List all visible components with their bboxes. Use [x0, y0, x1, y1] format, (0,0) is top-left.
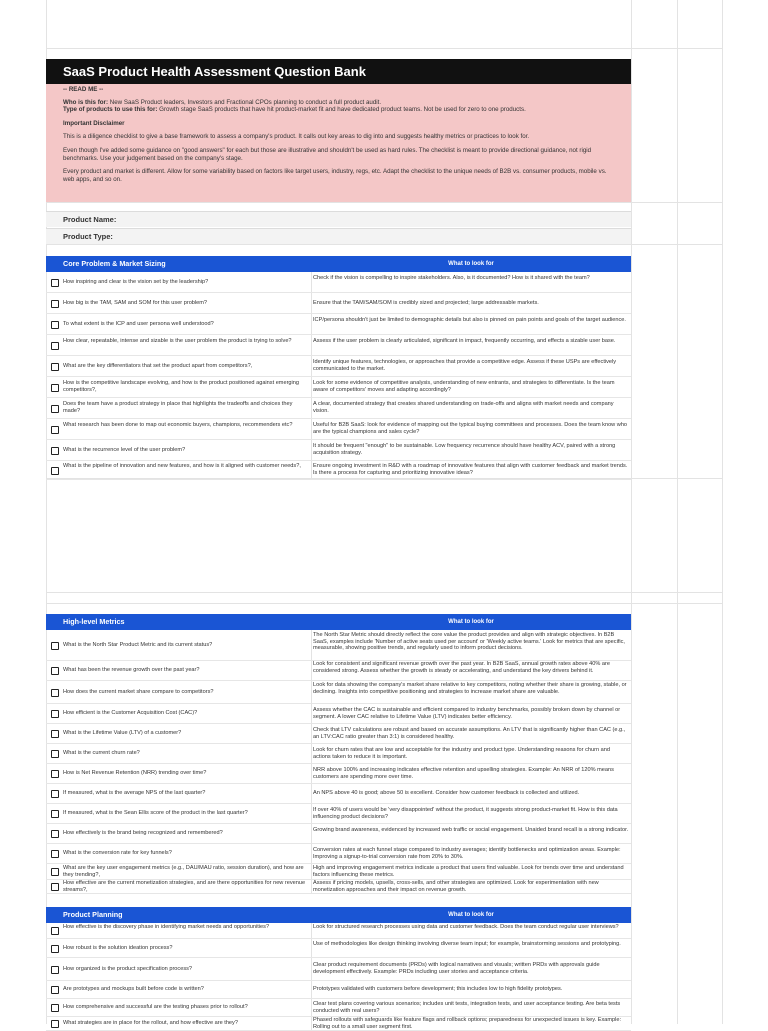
question-text: If measured, what is the Sean Ellis score of the product in the last quarter?: [63, 810, 248, 816]
grid-row-line: [46, 202, 722, 203]
grid-row-line: [46, 592, 722, 593]
question-text: What has been the revenue growth over the past year?: [63, 667, 200, 673]
checkbox[interactable]: [51, 810, 59, 818]
readme-disclaimer-label: Important Disclaimer: [63, 119, 125, 127]
readme-who-text: New SaaS Product leaders, Investors and Fractional CPOs planning to conduct a full product audit.: [108, 98, 382, 106]
question-text: How does the current market share compare to competitors?: [63, 689, 214, 695]
question-row: [46, 419, 631, 440]
grid-row-line: [46, 244, 722, 245]
checkbox[interactable]: [51, 986, 59, 994]
what-to-look-for-header: What to look for: [448, 912, 494, 918]
column-divider: [311, 958, 312, 980]
column-divider: [311, 419, 312, 439]
what-to-look-for-text: Check if the vision is compelling to inspire stakeholders. Also, is it documented? How is it shared with the team?: [313, 275, 590, 281]
what-to-look-for-text: Ensure that the TAM/SAM/SOM is credibly sized and projected; large addressable markets.: [313, 300, 539, 306]
grid-column-line: [722, 0, 723, 1024]
checkbox[interactable]: [51, 363, 59, 371]
what-to-look-for-text: Growing brand awareness, evidenced by increased web traffic or social engagement. Unaided brand recall is a strong indicator.: [313, 827, 629, 833]
checkbox[interactable]: [51, 321, 59, 329]
question-text: How organized is the product specification process?: [63, 966, 193, 972]
column-divider: [311, 461, 312, 479]
checkbox[interactable]: [51, 868, 59, 876]
question-text: How effectively is the brand being recognized and remembered?: [63, 830, 223, 836]
what-to-look-for-text: Identify unique features, technologies, or approaches that provide a competitive edge. Assess if these USPs are effectively communicated to the market.: [313, 359, 617, 372]
checkbox[interactable]: [51, 689, 59, 697]
what-to-look-for-text: Look for churn rates that are low and acceptable for the industry and product type. Understanding reasons for churn and actions taken to reduce it is important.: [313, 747, 610, 760]
what-to-look-for-text: Phased rollouts with safeguards like feature flags and rollback options; preparedness for unexpected issues is key. Example: Rolling out to a small user segment first.: [313, 1017, 622, 1030]
question-text: How robust is the solution ideation process?: [63, 945, 173, 951]
column-divider: [311, 784, 312, 803]
column-divider: [311, 824, 312, 843]
question-row: [46, 398, 631, 419]
section-header: [46, 907, 631, 923]
column-divider: [311, 704, 312, 723]
question-row: [46, 844, 631, 864]
question-text: How clear, repeatable, intense and sizable is the user problem the product is trying to solve?: [63, 338, 292, 344]
question-row: [46, 784, 631, 804]
question-row: [46, 335, 631, 356]
checkbox[interactable]: [51, 279, 59, 287]
question-row: [46, 314, 631, 335]
what-to-look-for-text: Look for data showing the company's market share relative to key competitors, noting whether their share is growing, stable, or declining. Insights into competitive positioning and strategies to increase market share are valuable.: [313, 682, 627, 695]
checkbox[interactable]: [51, 1004, 59, 1012]
what-to-look-for-text: It should be frequent "enough" to be sustainable. Low frequency recurrence should have healthy ACV, paired with a strong acquisition strategy.: [313, 443, 616, 456]
question-text: What is the conversion rate for key funnels?: [63, 850, 172, 856]
column-divider: [311, 844, 312, 863]
what-to-look-for-text: High and improving engagement metrics indicate a product that users find valuable. Look for trends over time and understand factors influencing these metrics.: [313, 865, 624, 878]
question-row: [46, 377, 631, 398]
question-row: [46, 1017, 631, 1031]
question-row: [46, 461, 631, 480]
section-header: [46, 614, 631, 630]
question-row: [46, 824, 631, 844]
column-divider: [311, 335, 312, 355]
what-to-look-for-text: Useful for B2B SaaS: look for evidence of mapping out the typical buying committees and processes. Does the team know who are the typical champions and sales cycle?: [313, 422, 628, 435]
section-header: [46, 256, 631, 272]
what-to-look-for-text: A clear, documented strategy that creates shared understanding on trade-offs and aligns with market needs and company vision.: [313, 401, 614, 414]
question-text: What is the pipeline of innovation and new features, and how is it aligned with customer needs?,: [63, 463, 301, 469]
column-divider: [311, 440, 312, 460]
question-row: [46, 293, 631, 314]
column-divider: [311, 398, 312, 418]
question-text: If measured, what is the average NPS of the last quarter?: [63, 790, 206, 796]
column-divider: [311, 630, 312, 660]
column-divider: [311, 356, 312, 376]
product-name-row[interactable]: [46, 211, 631, 227]
question-text: How effective are the current monetization strategies, and are there opportunities for new revenue streams?,: [63, 880, 306, 893]
question-text: How inspiring and clear is the vision set by the leadership?: [63, 279, 209, 285]
product-type-label: Product Type:: [63, 232, 113, 241]
product-name-label: Product Name:: [63, 215, 117, 224]
what-to-look-for-text: Prototypes validated with customers before development; this includes low to high fidelity prototypes.: [313, 986, 563, 992]
question-text: Does the team have a product strategy in place that highlights the tradeoffs and choices they made?: [63, 401, 293, 414]
column-divider: [311, 923, 312, 938]
what-to-look-for-text: Assess whether the CAC is sustainable and efficient compared to industry benchmarks, possibly broken down by channel or segment. A lower CAC relative to Lifetime Value (LTV) indicates better efficiency.: [313, 707, 621, 720]
question-text: How is the competitive landscape evolving, and how is the product positioned against emerging competitors?,: [63, 380, 300, 393]
question-text: What strategies are in place for the rollout, and how effective are they?: [63, 1020, 238, 1026]
checkbox[interactable]: [51, 730, 59, 738]
checkbox[interactable]: [51, 750, 59, 758]
checkbox[interactable]: [51, 642, 59, 650]
question-text: What are the key differentiators that set the product apart from competitors?,: [63, 363, 253, 369]
readme-audience: [63, 99, 614, 114]
what-to-look-for-text: Look for structured research processes using data and customer feedback. Does the team conduct regular user interviews?: [313, 924, 619, 930]
section-title: Core Problem & Market Sizing: [63, 259, 166, 268]
what-to-look-for-text: An NPS above 40 is good; above 50 is excellent. Consider how customer feedback is collected and utilized.: [313, 790, 580, 796]
checkbox[interactable]: [51, 426, 59, 434]
what-to-look-for-text: The North Star Metric should directly reflect the core value the product provides and align with strategic objectives. In B2B SaaS, examples include 'Number of active seats used per account' or 'Weekly active teams.' Look for metrics that are specific, measurable, showing positive trends, and regularly used to inform product decisions.: [313, 632, 625, 652]
checkbox[interactable]: [51, 405, 59, 413]
what-to-look-for-text: NRR above 100% and increasing indicates effective retention and upselling strategies. Example: An NRR of 120% means customers are spending more over time.: [313, 767, 614, 780]
column-divider: [311, 981, 312, 998]
grid-column-line: [677, 0, 678, 1024]
question-text: How efficient is the Customer Acquisition Cost (CAC)?: [63, 710, 198, 716]
checkbox[interactable]: [51, 1020, 59, 1028]
readme-paragraph: This is a diligence checklist to give a base framework to assess a company's product. It calls out key areas to dig into and suggests healthy metrics or practices to look for.: [63, 133, 530, 141]
question-text: To what extent is the ICP and user persona well understood?: [63, 321, 214, 327]
checkbox[interactable]: [51, 927, 59, 935]
column-divider: [311, 681, 312, 703]
checkbox[interactable]: [51, 710, 59, 718]
checkbox[interactable]: [51, 850, 59, 858]
what-to-look-for-header: What to look for: [448, 261, 494, 267]
question-row: [46, 272, 631, 293]
question-row: [46, 704, 631, 724]
column-divider: [311, 661, 312, 680]
question-text: How is Net Revenue Retention (NRR) trending over time?: [63, 770, 207, 776]
question-row: [46, 981, 631, 999]
section-title: Product Planning: [63, 910, 123, 919]
readme-who-label: Who is this for:: [63, 98, 109, 106]
what-to-look-for-text: Assess if pricing models, upsells, cross-sells, and other strategies are optimized. Look for experimentation with new monetization approaches and their impact on revenue growth.: [313, 880, 599, 893]
grid-row-line: [46, 48, 722, 49]
question-row: [46, 864, 631, 880]
column-divider: [311, 314, 312, 334]
section-title: High-level Metrics: [63, 617, 125, 626]
column-divider: [311, 293, 312, 313]
column-divider: [311, 999, 312, 1016]
what-to-look-for-text: Use of methodologies like design thinking involving diverse team input; for example, brainstorming sessions and prototyping.: [313, 941, 621, 947]
question-row: [46, 681, 631, 704]
question-row: [46, 958, 631, 981]
question-row: [46, 661, 631, 681]
checkbox[interactable]: [51, 447, 59, 455]
checkbox[interactable]: [51, 883, 59, 891]
checkbox[interactable]: [51, 790, 59, 798]
column-divider: [311, 764, 312, 783]
question-text: How big is the TAM, SAM and SOM for this user problem?: [63, 300, 208, 306]
what-to-look-for-text: Conversion rates at each funnel stage compared to industry averages; identify bottlenecks and optimization areas. Example: Improving a signup-to-trial conversion rate from 20% to 30%.: [313, 847, 621, 860]
column-divider: [311, 880, 312, 893]
question-text: Are prototypes and mockups built before code is written?: [63, 986, 204, 992]
checkbox[interactable]: [51, 300, 59, 308]
question-text: What is the North Star Product Metric and its current status?: [63, 642, 213, 648]
checkbox[interactable]: [51, 384, 59, 392]
column-divider: [311, 939, 312, 957]
question-row: [46, 880, 631, 894]
question-row: [46, 804, 631, 824]
what-to-look-for-text: Look for some evidence of competitive analysis, understanding of new entrants, and strategies to differentiate. Is the team aware of competitors' moves and adapting accordingly?: [313, 380, 615, 393]
question-row: [46, 356, 631, 377]
checkbox[interactable]: [51, 945, 59, 953]
column-divider: [311, 272, 312, 292]
question-row: [46, 744, 631, 764]
question-row: [46, 724, 631, 744]
what-to-look-for-text: If over 40% of users would be 'very disappointed' without the product, it suggests strong product-market fit. How is this data influencing product decisions?: [313, 807, 618, 820]
what-to-look-for-text: Clear test plans covering various scenarios; includes unit tests, integration tests, and user acceptance testing. Are beta tests conducted with real users?: [313, 1001, 621, 1014]
grid-row-line: [46, 603, 722, 604]
readme-type-text: Growth stage SaaS products that have hit product-market fit and have dedicated product teams. Not be used for zero to one products.: [157, 106, 526, 114]
column-divider: [311, 864, 312, 879]
page-title: SaaS Product Health Assessment Question Bank: [46, 59, 631, 84]
question-text: How comprehensive and successful are the testing phases prior to rollout?: [63, 1004, 248, 1010]
question-text: How effective is the discovery phase in identifying market needs and opportunities?: [63, 924, 270, 930]
question-row: [46, 440, 631, 461]
question-text: What is the Lifetime Value (LTV) of a customer?: [63, 730, 182, 736]
question-text: What is the recurrence level of the user problem?: [63, 447, 186, 453]
what-to-look-for-text: Clear product requirement documents (PRDs) with logical narratives and visuals; written PRDs with approvals guide development effectively. Example: PRDs including user stories and acceptance criteria.: [313, 962, 600, 975]
checkbox[interactable]: [51, 770, 59, 778]
question-text: What research has been done to map out economic buyers, champions, recommenders etc?: [63, 422, 293, 428]
question-row: [46, 764, 631, 784]
what-to-look-for-text: Ensure ongoing investment in R&D with a roadmap of innovative features that align with customer feedback and market trends. Is there a process for capturing and prioritizing innovative ideas?: [313, 463, 628, 476]
readme-paragraph: Even though I've added some guidance on "good answers" for each but those are illustrative and shouldn't be used as hard rules. The checklist is meant to provide directional guidance, not rigid benchmarks. Use your judgement based on the company's stage.: [63, 146, 592, 162]
column-divider: [311, 724, 312, 743]
readme-block: [46, 84, 631, 202]
readme-type-label: Type of products to use this for:: [63, 106, 158, 114]
column-divider: [311, 377, 312, 397]
question-text: What are the key user engagement metrics (e.g., DAU/MAU ratio, session duration), and how are they trending?,: [63, 865, 304, 878]
checkbox[interactable]: [51, 966, 59, 974]
what-to-look-for-text: ICP/persona shouldn't just be limited to demographic details but also is pinned on pain points and goals of the target audience.: [313, 317, 626, 323]
column-divider: [311, 744, 312, 763]
what-to-look-for-text: Look for consistent and significant revenue growth over the past year. In B2B SaaS, annual growth rates above 40% are considered strong. Assess whether the growth is steady or accelerating, and understand the key drivers behind it.: [313, 661, 610, 674]
question-row: [46, 939, 631, 958]
readme-heading: -- READ ME --: [63, 86, 104, 93]
checkbox[interactable]: [51, 467, 59, 475]
question-row: [46, 999, 631, 1017]
readme-paragraph: Every product and market is different. Allow for some variability based on factors like target users, industry, regs, etc. Adapt the checklist to the unique needs of B2B vs. consumer products, mobile vs. web apps, and so on.: [63, 168, 607, 183]
what-to-look-for-header: What to look for: [448, 619, 494, 625]
question-row: [46, 630, 631, 661]
question-text: What is the current churn rate?: [63, 750, 140, 756]
grid-column-line: [631, 0, 632, 1024]
column-divider: [311, 804, 312, 823]
checkbox[interactable]: [51, 667, 59, 675]
question-row: [46, 923, 631, 939]
checkbox[interactable]: [51, 342, 59, 350]
what-to-look-for-text: Check that LTV calculations are robust and based on accurate assumptions. An LTV that is significantly higher than CAC (e.g., an LTV:CAC ratio greater than 3:1) is considered healthy.: [313, 727, 626, 740]
product-type-row[interactable]: [46, 228, 631, 244]
what-to-look-for-text: Assess if the user problem is clearly articulated, significant in impact, frequently occurring, and effects a sizable user base.: [313, 338, 616, 344]
checkbox[interactable]: [51, 830, 59, 838]
